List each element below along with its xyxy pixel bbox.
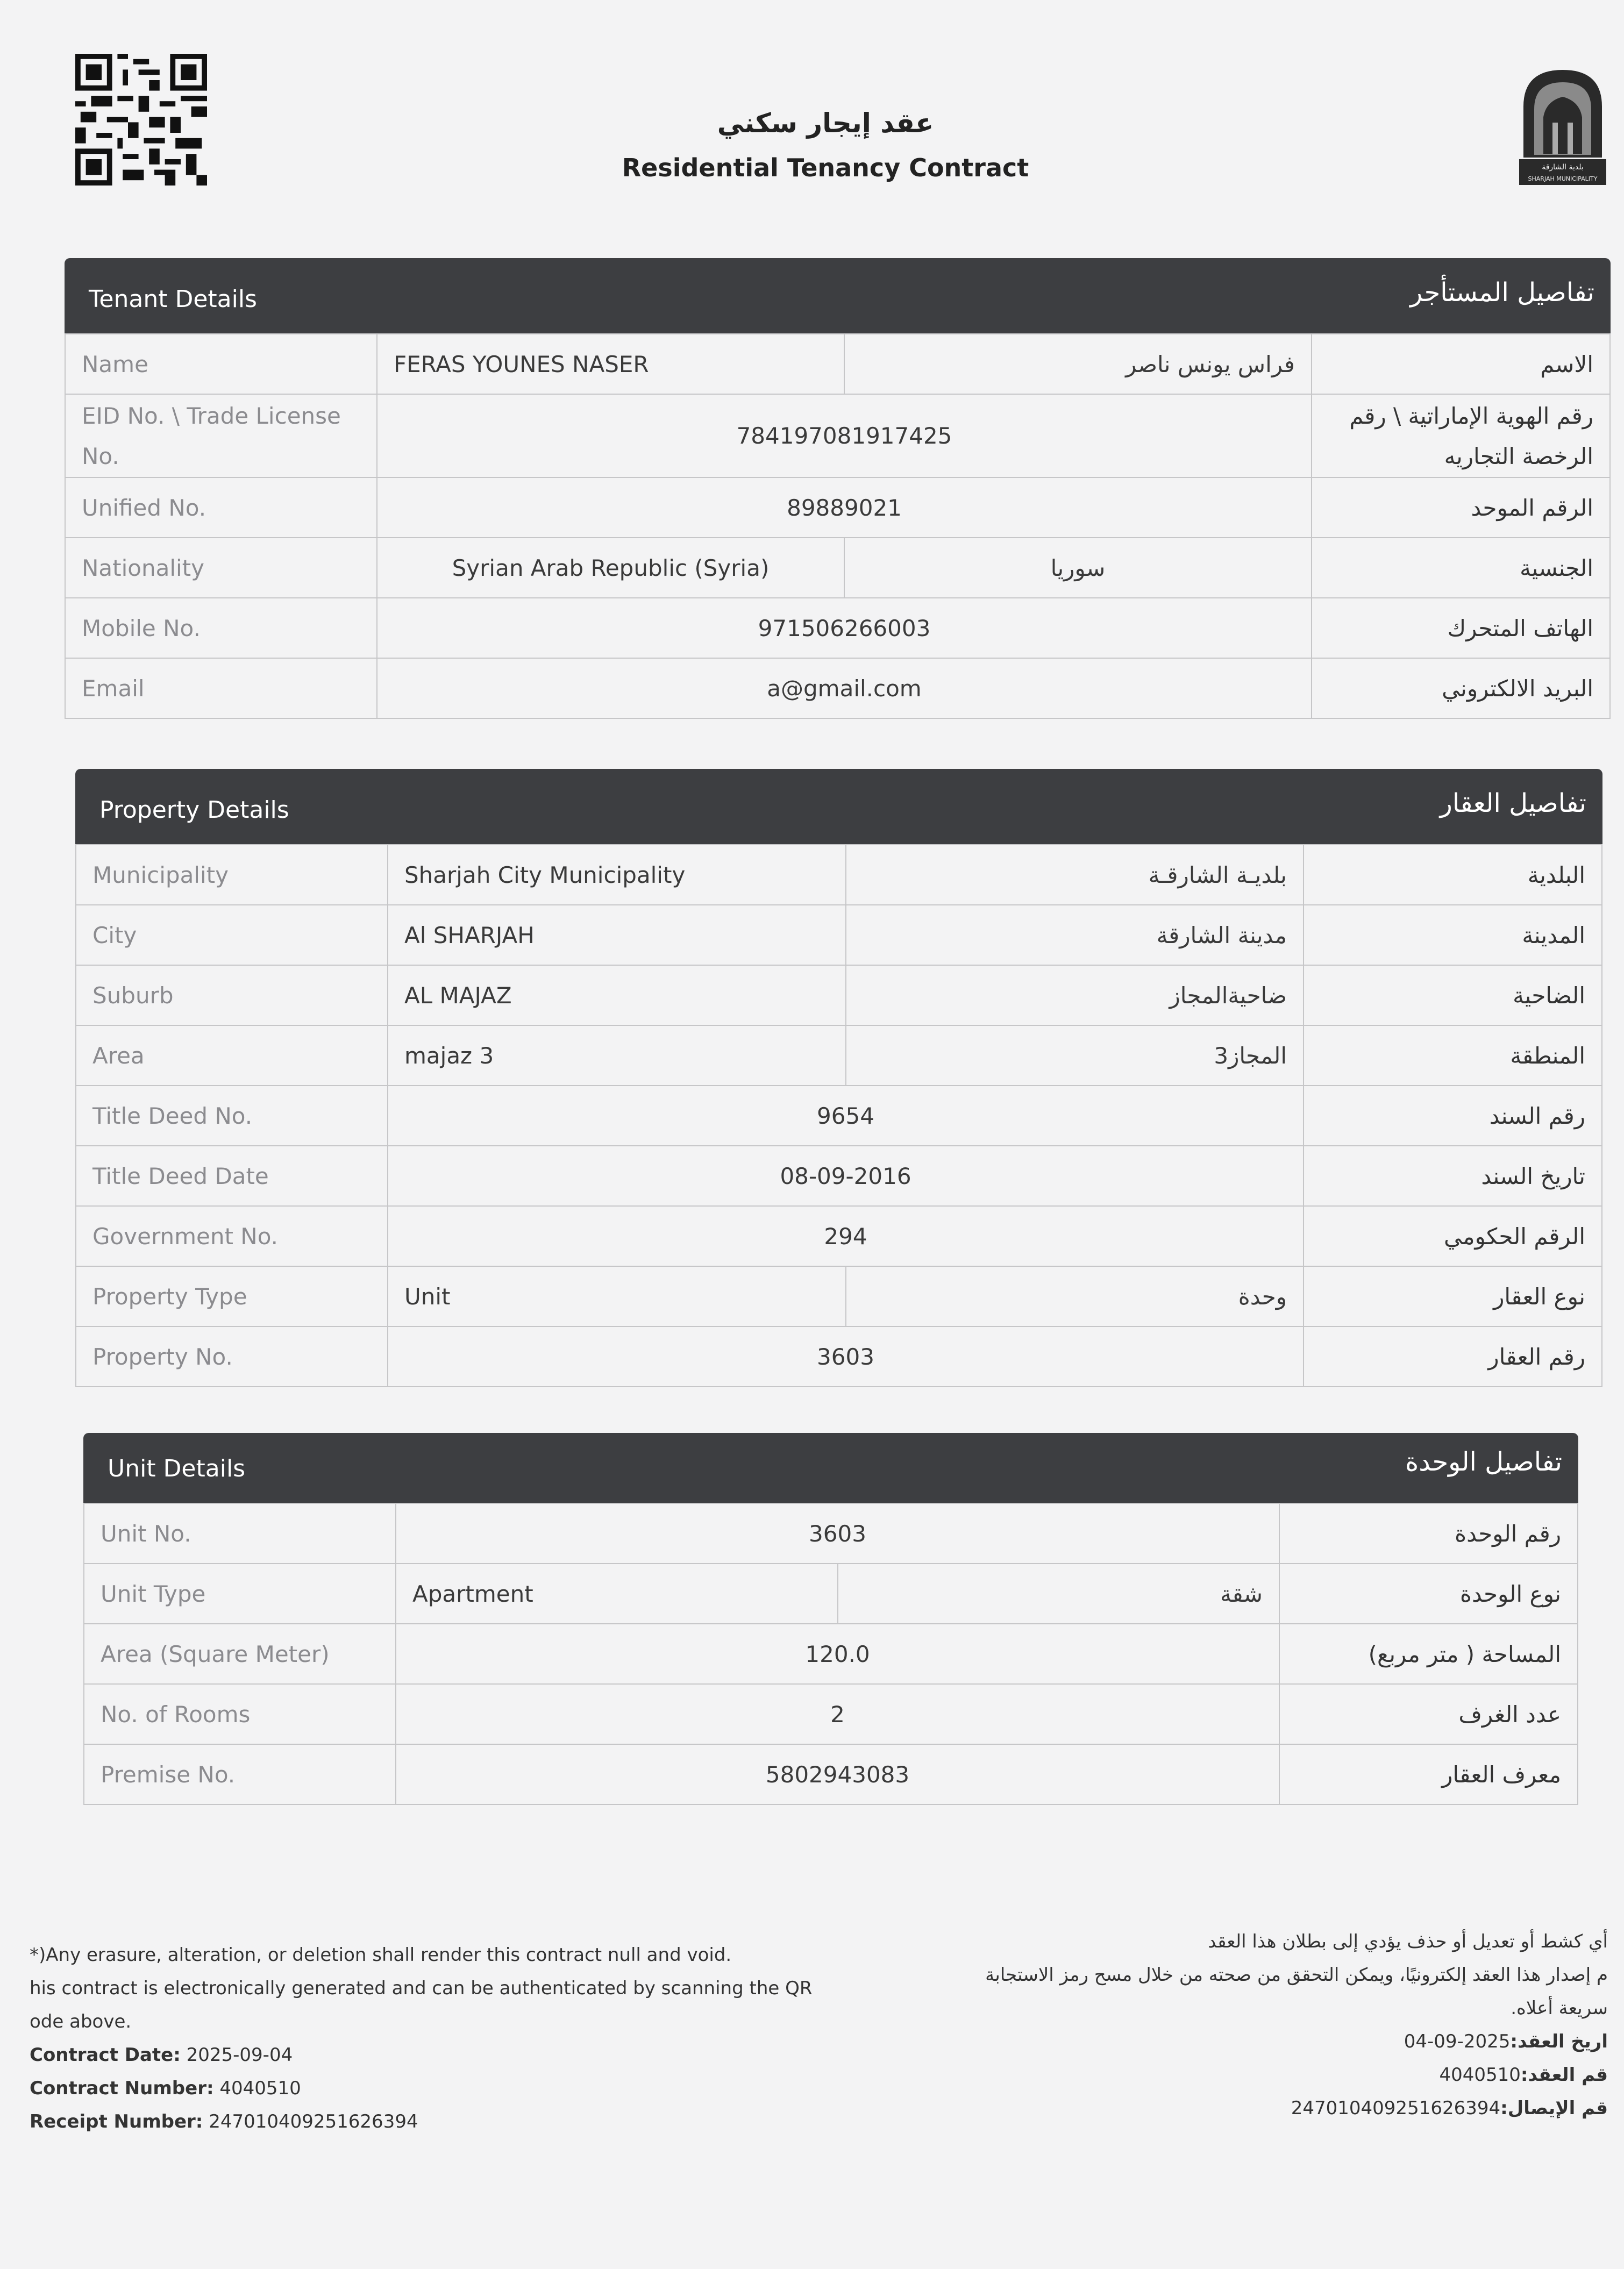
unit-details-section	[83, 1433, 1578, 1805]
property-no-label-en: Property No.	[76, 1326, 388, 1387]
unit-type-label-ar: نوع الوحدة	[1279, 1564, 1578, 1624]
eid-label-ar: رقم الهوية الإماراتية \ رقم الرخصة التجاريه	[1312, 394, 1610, 477]
footer-note-line: his contract is electronically generated and can be authenticated by scanning the QR	[30, 1978, 813, 1999]
property-type-value-ar: وحدة	[846, 1266, 1304, 1326]
receipt-number-value-en: 247010409251626394	[209, 2111, 418, 2132]
table-row	[76, 965, 1602, 1025]
mobile-label-en: Mobile No.	[65, 598, 377, 658]
email-label-en: Email	[65, 658, 377, 718]
nationality-label-ar: الجنسية	[1312, 538, 1610, 598]
table-row	[76, 1266, 1602, 1326]
contract-title-ar: عقد إيجار سكني	[717, 108, 934, 139]
city-label-ar: المدينة	[1304, 905, 1602, 965]
table-row	[84, 1684, 1578, 1744]
tenant-details-title-en: Tenant Details	[89, 286, 257, 313]
property-details-title-ar: تفاصيل العقار	[1440, 788, 1586, 818]
unit-type-label-en: Unit Type	[84, 1564, 396, 1624]
title-deed-date-label-en: Title Deed Date	[76, 1146, 388, 1206]
eid-value: 784197081917425	[377, 394, 1312, 477]
tenant-details-section	[65, 258, 1611, 719]
table-row	[76, 1025, 1602, 1086]
mobile-value: 971506266003	[377, 598, 1312, 658]
suburb-label-en: Suburb	[76, 965, 388, 1025]
title-deed-date-value: 08-09-2016	[388, 1146, 1304, 1206]
name-value-en: FERAS YOUNES NASER	[377, 334, 844, 394]
table-row	[65, 477, 1610, 538]
municipality-label-en: Municipality	[76, 845, 388, 905]
area-label-ar: المنطقة	[1304, 1025, 1602, 1086]
footer-notes-en	[30, 1938, 847, 2138]
table-row	[84, 1624, 1578, 1684]
contract-date-label-ar: اريخ العقد:	[1510, 2031, 1608, 2052]
footer-note-line: أي كشط أو تعديل أو حذف يؤدي إلى بطلان هذا العقد	[1208, 1931, 1608, 1952]
contract-number-label-en: Contract Number:	[30, 2078, 214, 2099]
receipt-number-label-ar: قم الإيصال:	[1500, 2097, 1608, 2119]
svg-text:بلدية الشارقة: بلدية الشارقة	[1542, 163, 1584, 172]
email-label-ar: البريد الالكتروني	[1312, 658, 1610, 718]
mobile-label-ar: الهاتف المتحرك	[1312, 598, 1610, 658]
unit-area-value: 120.0	[396, 1624, 1279, 1684]
footer-note-line: *)Any erasure, alteration, or deletion shall render this contract null and void.	[30, 1944, 732, 1966]
suburb-label-ar: الضاحية	[1304, 965, 1602, 1025]
property-type-label-en: Property Type	[76, 1266, 388, 1326]
receipt-number-label-en: Receipt Number:	[30, 2111, 203, 2132]
unit-area-label-en: Area (Square Meter)	[84, 1624, 396, 1684]
unit-type-value-en: Apartment	[396, 1564, 838, 1624]
property-details-section	[75, 769, 1602, 1387]
area-label-en: Area	[76, 1025, 388, 1086]
title-deed-date-label-ar: تاريخ السند	[1304, 1146, 1602, 1206]
suburb-value-en: AL MAJAZ	[388, 965, 846, 1025]
table-row	[84, 1564, 1578, 1624]
property-no-value: 3603	[388, 1326, 1304, 1387]
unified-label-ar: الرقم الموحد	[1312, 477, 1610, 538]
contract-date-ar	[909, 2025, 1608, 2058]
qr-code	[75, 51, 207, 188]
table-row	[76, 845, 1602, 905]
footer-notes-ar	[909, 1925, 1608, 2125]
unit-details-header	[83, 1433, 1578, 1503]
premise-no-label-en: Premise No.	[84, 1744, 396, 1804]
table-row	[76, 1086, 1602, 1146]
area-value-en: majaz 3	[388, 1025, 846, 1086]
title-deed-no-label-ar: رقم السند	[1304, 1086, 1602, 1146]
unified-label-en: Unified No.	[65, 477, 377, 538]
suburb-value-ar: ضاحيةالمجاز	[846, 965, 1304, 1025]
footer-note-line: ode above.	[30, 2011, 132, 2032]
contract-number-label-ar: قم العقد:	[1520, 2064, 1608, 2086]
city-value-ar: مدينة الشارقة	[846, 905, 1304, 965]
rooms-value: 2	[396, 1684, 1279, 1744]
title-deed-no-value: 9654	[388, 1086, 1304, 1146]
tenant-details-header	[65, 258, 1611, 333]
receipt-number-ar	[909, 2092, 1608, 2125]
table-row	[65, 334, 1610, 394]
unit-type-value-ar: شقة	[838, 1564, 1280, 1624]
email-value: a@gmail.com	[377, 658, 1312, 718]
nationality-label-en: Nationality	[65, 538, 377, 598]
contract-number-ar	[909, 2058, 1608, 2092]
name-value-ar: فراس يونس ناصر	[844, 334, 1312, 394]
unit-no-label-ar: رقم الوحدة	[1279, 1503, 1578, 1564]
property-no-label-ar: رقم العقار	[1304, 1326, 1602, 1387]
table-row	[76, 1206, 1602, 1266]
table-row	[65, 658, 1610, 718]
city-label-en: City	[76, 905, 388, 965]
municipality-value-ar: بلديـة الشارقـة	[846, 845, 1304, 905]
tenant-details-title-ar: تفاصيل المستأجر	[1410, 277, 1594, 308]
table-row	[65, 394, 1610, 477]
premise-no-label-ar: معرف العقار	[1279, 1744, 1578, 1804]
eid-label-en: EID No. \ Trade License No.	[65, 394, 377, 477]
contract-title-en: Residential Tenancy Contract	[622, 153, 1029, 182]
footer-note-line: سريعة أعلاه.	[1511, 1997, 1608, 2019]
property-details-table	[75, 844, 1602, 1387]
contract-number-value-ar: 4040510	[1439, 2064, 1521, 2086]
unit-area-label-ar: المساحة ( متر مربع)	[1279, 1624, 1578, 1684]
table-row	[65, 598, 1610, 658]
government-no-label-ar: الرقم الحكومي	[1304, 1206, 1602, 1266]
contract-date-value-en: 2025-09-04	[186, 2044, 293, 2066]
unit-details-title-ar: تفاصيل الوحدة	[1405, 1447, 1562, 1477]
property-type-value-en: Unit	[388, 1266, 846, 1326]
contract-number-en	[30, 2072, 847, 2105]
contract-date-value-ar: 2025-09-04	[1404, 2031, 1511, 2052]
sharjah-municipality-logo	[1514, 63, 1612, 187]
title-deed-no-label-en: Title Deed No.	[76, 1086, 388, 1146]
svg-text:SHARJAH MUNICIPALITY: SHARJAH MUNICIPALITY	[1528, 175, 1598, 182]
unit-no-value: 3603	[396, 1503, 1279, 1564]
table-row	[76, 1146, 1602, 1206]
table-row	[76, 1326, 1602, 1387]
table-row	[65, 538, 1610, 598]
receipt-number-value-ar: 247010409251626394	[1291, 2097, 1501, 2119]
contract-date-en	[30, 2038, 847, 2072]
contract-number-value-en: 4040510	[219, 2078, 301, 2099]
footer-note-line: م إصدار هذا العقد إلكترونيًا، ويمكن التحقق من صحته من خلال مسح رمز الاستجابة	[985, 1964, 1608, 1986]
premise-no-value: 5802943083	[396, 1744, 1279, 1804]
tenant-details-table	[65, 333, 1611, 719]
unit-details-table	[83, 1503, 1578, 1805]
table-row	[76, 905, 1602, 965]
contract-date-label-en: Contract Date:	[30, 2044, 181, 2066]
unified-value: 89889021	[377, 477, 1312, 538]
table-row	[84, 1503, 1578, 1564]
property-type-label-ar: نوع العقار	[1304, 1266, 1602, 1326]
unit-no-label-en: Unit No.	[84, 1503, 396, 1564]
receipt-number-en	[30, 2105, 847, 2138]
rooms-label-en: No. of Rooms	[84, 1684, 396, 1744]
property-details-title-en: Property Details	[99, 796, 289, 824]
property-details-header	[75, 769, 1602, 844]
rooms-label-ar: عدد الغرف	[1279, 1684, 1578, 1744]
name-label-en: Name	[65, 334, 377, 394]
municipality-value-en: Sharjah City Municipality	[388, 845, 846, 905]
municipality-label-ar: البلدية	[1304, 845, 1602, 905]
unit-details-title-en: Unit Details	[108, 1455, 246, 1482]
name-label-ar: الاسم	[1312, 334, 1610, 394]
city-value-en: Al SHARJAH	[388, 905, 846, 965]
area-value-ar: المجاز3	[846, 1025, 1304, 1086]
government-no-label-en: Government No.	[76, 1206, 388, 1266]
nationality-value-en: Syrian Arab Republic (Syria)	[377, 538, 844, 598]
table-row	[84, 1744, 1578, 1804]
government-no-value: 294	[388, 1206, 1304, 1266]
nationality-value-ar: سوريا	[844, 538, 1312, 598]
